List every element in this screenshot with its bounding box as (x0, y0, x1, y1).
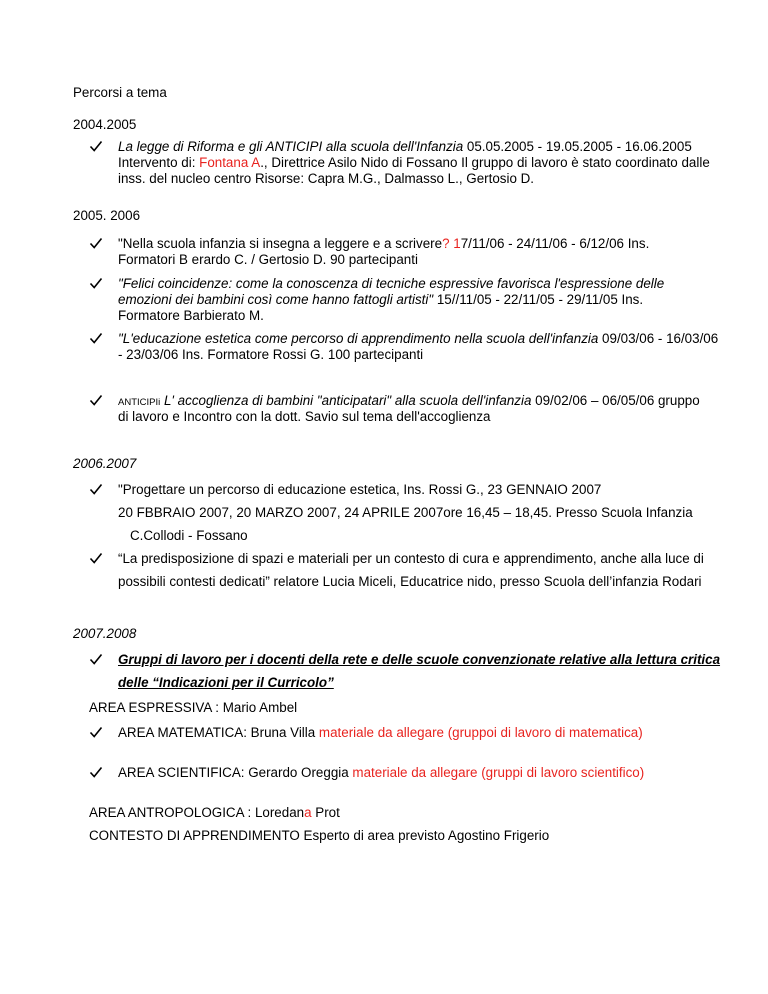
item-2005-2-line2: emozioni dei bambini così come hanno fattogli artisti" 15//11/05 - 22/11/05 - 29/11/05 Ins. (118, 292, 644, 307)
item-2004-line3: inss. del nucleo centro Risorse: Capra M.G., Dalmasso L., Gertosio D. (118, 171, 535, 186)
checkmark-icon (89, 139, 103, 153)
area-matematica: AREA MATEMATICA: Bruna Villa materiale da allegare (gruppoi di lavoro di matematica) (118, 725, 643, 740)
item-2005-1-line2: Formatori B erardo C. / Gertosio D. 90 partecipanti (118, 252, 418, 267)
area-espressiva: AREA ESPRESSIVA : Mario Ambel (89, 700, 298, 715)
item-2005-4-line1: ANTICIPIi L' accoglienza di bambini "anticipatari" alla scuola dell'infanzia 09/02/06 – 06/05/06 gruppo (118, 393, 700, 408)
checkmark-icon (89, 725, 103, 739)
scientifica-material-link[interactable]: materiale da allegare (gruppi di lavoro scientifico) (352, 765, 645, 780)
checkmark-icon (89, 393, 103, 407)
item-2006-2-line1: “La predisposizione di spazi e materiali per un contesto di cura e apprendimento, anche alla luce di (118, 551, 704, 566)
year-heading-2004: 2004.2005 (73, 117, 137, 132)
checkmark-icon (89, 276, 103, 290)
item-2004-line1: La legge di Riforma e gli ANTICIPI alla scuola dell'Infanzia 05.05.2005 - 19.05.2005 - 16.06.2005 (118, 139, 692, 154)
item-2006-1-line1: "Progettare un percorso di educazione estetica, Ins. Rossi G., 23 GENNAIO 2007 (118, 482, 602, 497)
item-2005-3-line2: - 23/03/06 Ins. Formatore Rossi G. 100 partecipanti (118, 347, 424, 362)
item-2005-1-line1: "Nella scuola infanzia si insegna a leggere e a scrivere? 17/11/06 - 24/11/06 - 6/12/06 Ins. (118, 236, 650, 251)
item-2006-1-line2: 20 FBBRAIO 2007, 20 MARZO 2007, 24 APRILE 2007ore 16,45 – 18,45. Presso Scuola Infanzia (118, 505, 693, 520)
page-title: Percorsi a tema (73, 85, 167, 100)
speaker-name: Fontana A (199, 155, 261, 170)
year-heading-2005: 2005. 2006 (73, 208, 141, 223)
item-2006-1-line3: C.Collodi - Fossano (130, 528, 248, 543)
area-antropologica: AREA ANTROPOLOGICA : Loredana Prot (89, 805, 340, 820)
item-2005-4-line2: di lavoro e Incontro con la dott. Savio sul tema dell'accoglienza (118, 409, 491, 424)
year-heading-2007: 2007.2008 (73, 626, 137, 641)
checkmark-icon (89, 652, 103, 666)
item-2005-3-line1: "L'educazione estetica come percorso di apprendimento nella scuola dell'infanzia 09/03/06 - 16/03/06 (118, 331, 719, 346)
contesto-apprendimento: CONTESTO DI APPRENDIMENTO Esperto di area previsto Agostino Frigerio (89, 828, 550, 843)
year-heading-2006: 2006.2007 (73, 456, 137, 471)
item-2007-heading-line2: delle “Indicazioni per il Curricolo” (118, 675, 334, 690)
item-2006-2-line2: possibili contesti dedicati” relatore Lucia Miceli, Educatrice nido, presso Scuola dell’infanzia Rodari (118, 574, 702, 589)
item-2005-2-line3: Formatore Barbierato M. (118, 308, 264, 323)
checkmark-icon (89, 236, 103, 250)
area-scientifica: AREA SCIENTIFICA: Gerardo Oreggia materiale da allegare (gruppi di lavoro scientifico) (118, 765, 645, 780)
checkmark-icon (89, 551, 103, 565)
checkmark-icon (89, 482, 103, 496)
checkmark-icon (89, 331, 103, 345)
item-2004-line2: Intervento di: Fontana A., Direttrice Asilo Nido di Fossano Il gruppo di lavoro è stato coordinato dalle (118, 155, 710, 170)
item-2005-2-line1: "Felici coincidenze: come la conoscenza di tecniche espressive favorisca l'espressione delle (118, 276, 665, 291)
item-2007-heading-line1: Gruppi di lavoro per i docenti della rete e delle scuole convenzionate relative alla lettura critica (118, 652, 721, 667)
matematica-material-link[interactable]: materiale da allegare (gruppoi di lavoro di matematica) (318, 725, 643, 740)
checkmark-icon (89, 765, 103, 779)
